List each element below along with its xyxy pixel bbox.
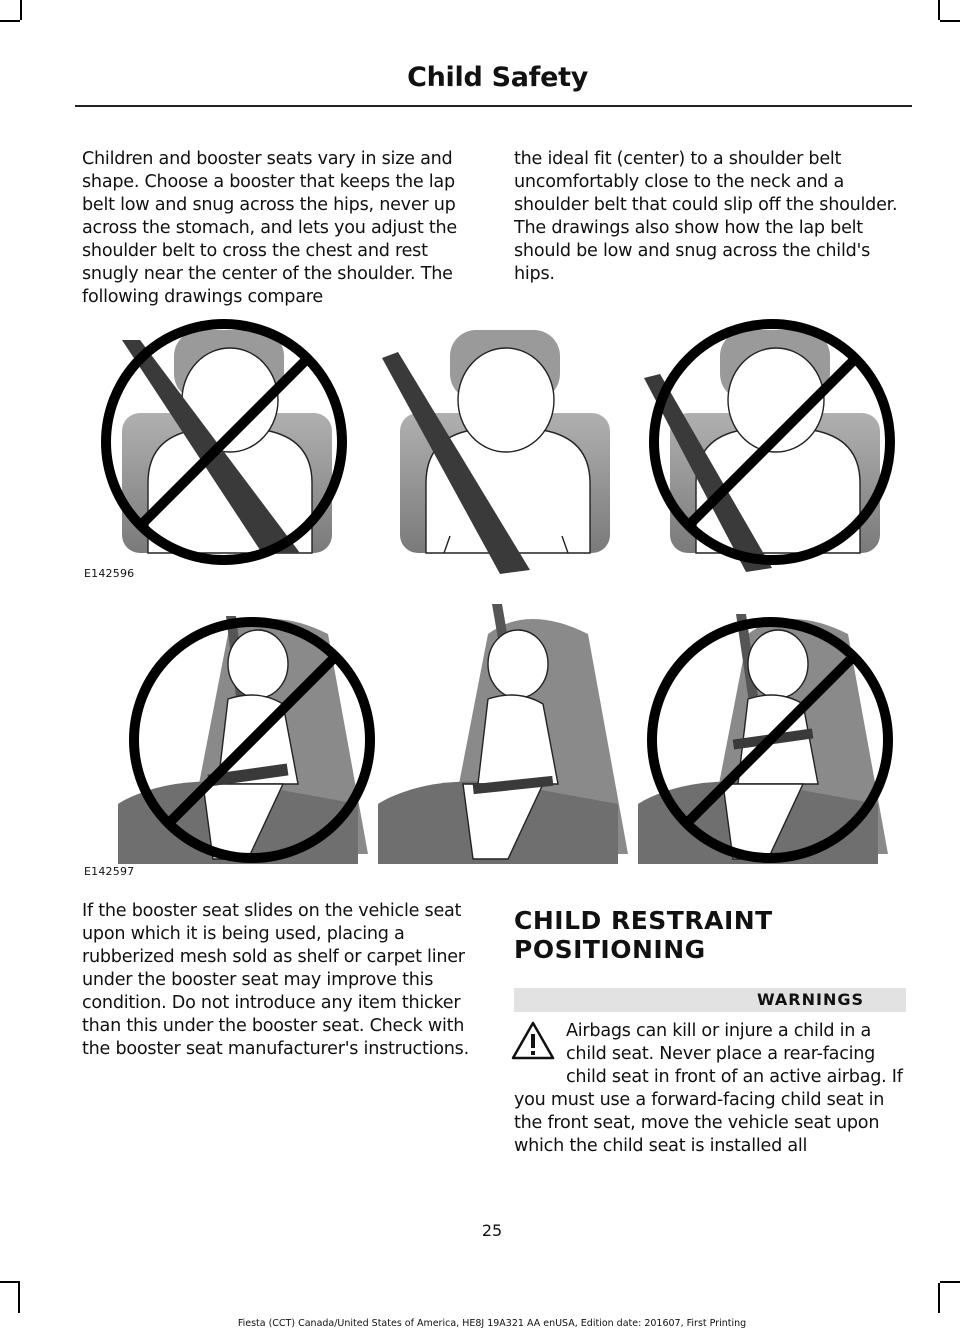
intro-paragraph-left: Children and booster seats vary in size and shape. Choose a booster that keeps the lap belt low and snug across the hips, never up across the stomach, and lets you adjust the shoulder belt to cross the chest and rest snugly near the center of the shoulder. The following drawings compare: [82, 149, 457, 307]
section-heading: CHILD RESTRAINT POSITIONING: [514, 906, 773, 964]
seat-back-ideal-fit: [382, 330, 610, 574]
booster-slide-paragraph: If the booster seat slides on the vehicle seat upon which it is being used, placing a rubberized mesh sold as shelf or carpet liner under the booster seat may improve this condition. Do not introduce any item thicker than this under the booster seat. Check with the booster seat manufacturer's instructions.: [82, 901, 469, 1059]
booster-seat-ideal-lap-belt: [378, 604, 628, 864]
page-number: 25: [481, 1221, 503, 1240]
crop-mark-bottom-right-v: [938, 1283, 940, 1313]
shoulder-belt-figure: [82, 318, 912, 578]
crop-mark-top-left-v: [20, 0, 22, 20]
figure-label: E142596: [84, 567, 135, 580]
crop-mark-top-right-v: [938, 0, 940, 20]
footer-edition-text: Fiesta (CCT) Canada/United States of America, HE8J 19A321 AA enUSA, Edition date: 201607, First Printing: [237, 1318, 747, 1329]
warning-text: Airbags can kill or injure a child in a child seat. Never place a rear-facing child seat in front of an active airbag. If you must use a forward-facing child seat in the front seat, move the vehicle seat upon which the child seat is installed all: [514, 1021, 903, 1156]
crop-mark-top-left: [0, 20, 20, 22]
crop-mark-bottom-left: [0, 1281, 20, 1283]
crop-mark-top-right: [940, 20, 960, 22]
figure-label: E142597: [84, 865, 135, 878]
page-title: Child Safety: [407, 62, 588, 93]
lap-belt-figure: [108, 604, 908, 872]
crop-mark-bottom-right: [940, 1281, 960, 1283]
intro-paragraph-right: the ideal fit (center) to a shoulder belt uncomfortably close to the neck and a shoulder belt that could slip off the shoulder. The drawings also show how the lap belt should be low and snug across the child's hips.: [514, 149, 898, 284]
crop-mark-bottom-left-v: [18, 1283, 20, 1313]
header-divider: [75, 105, 912, 107]
warnings-bar: WARNINGS: [514, 988, 906, 1012]
